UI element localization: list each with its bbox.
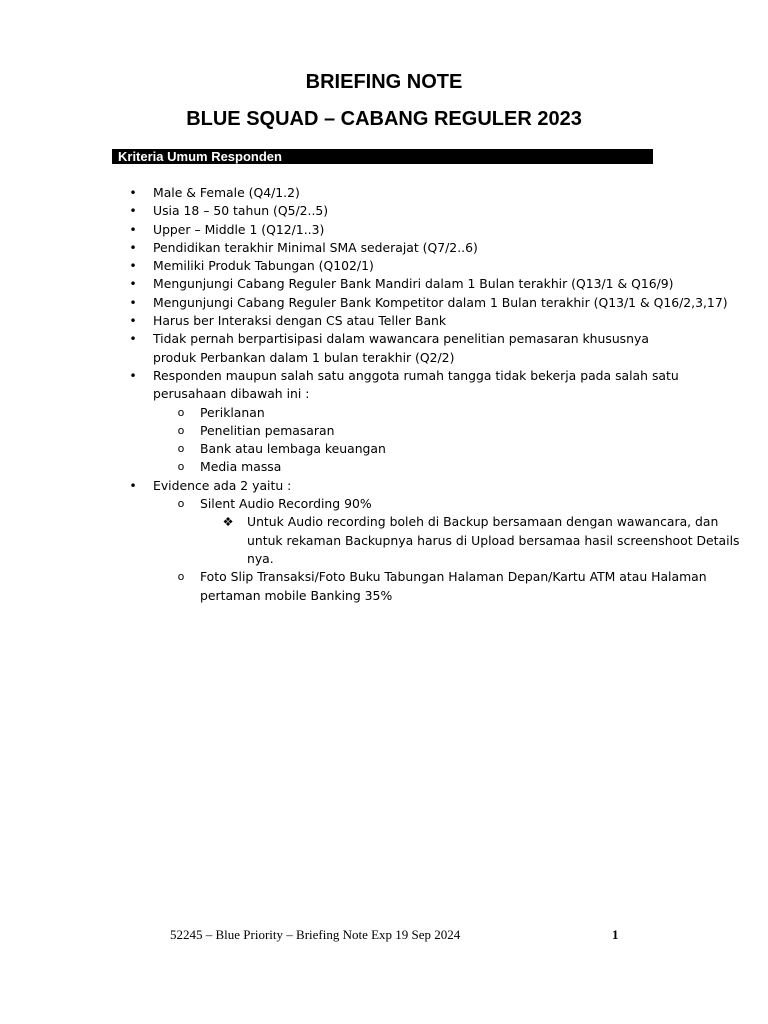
- footer-text: 52245 – Blue Priority – Briefing Note Exp 19 Sep 2024: [170, 927, 461, 942]
- bullet-icon: •: [129, 185, 137, 200]
- list-item: [0, 330, 768, 367]
- list-item-text: Media massa: [200, 459, 282, 475]
- list-item-text: Mengunjungi Cabang Reguler Bank Kompetitor dalam 1 Bulan terakhir (Q13/1 & Q16/2,3,17): [153, 294, 728, 310]
- list-item-text: Upper – Middle 1 (Q12/1..3): [153, 221, 325, 237]
- list-item: [0, 257, 768, 275]
- circle-bullet-icon: o: [177, 442, 185, 456]
- list-item: [0, 184, 768, 202]
- bullet-icon: •: [129, 313, 137, 329]
- list-item: [0, 367, 768, 404]
- list-item-text: Untuk Audio recording boleh di Backup bersamaan dengan wawancara, dan: [247, 514, 719, 530]
- section-heading: Kriteria Umum Responden: [112, 149, 653, 164]
- sub-list-item: [0, 568, 768, 605]
- sub-list-item: [0, 495, 768, 513]
- list-item-text: Periklanan: [200, 404, 265, 420]
- bullet-icon: •: [129, 367, 137, 383]
- list-item-text: Mengunjungi Cabang Reguler Bank Mandiri dalam 1 Bulan terakhir (Q13/1 & Q16/9): [153, 276, 674, 292]
- bullet-icon: •: [129, 294, 137, 310]
- bullet-icon: •: [129, 477, 137, 493]
- list-item-text: Foto Slip Transaksi/Foto Buku Tabungan Halaman Depan/Kartu ATM atau Halaman: [200, 569, 707, 585]
- bullet-icon: •: [129, 239, 137, 255]
- circle-bullet-icon: o: [177, 405, 185, 419]
- list-item-text: Male & Female (Q4/1.2): [153, 185, 300, 200]
- bullet-icon: •: [129, 276, 137, 292]
- list-item-text: Penelitian pemasaran: [200, 422, 335, 438]
- list-item: [0, 275, 768, 293]
- circle-bullet-icon: o: [177, 570, 185, 584]
- list-item-text-continued: untuk rekaman Backupnya harus di Upload bersamaa hasil screenshoot Details: [247, 532, 740, 548]
- list-item: [0, 239, 768, 257]
- list-item: [0, 312, 768, 330]
- bullet-icon: •: [129, 203, 137, 219]
- list-item-text: Pendidikan terakhir Minimal SMA sederajat (Q7/2..6): [153, 239, 478, 255]
- list-item-text-continued: pertaman mobile Banking 35%: [200, 587, 393, 603]
- list-item-text-continued: produk Perbankan dalam 1 bulan terakhir (Q2/2): [153, 349, 455, 365]
- circle-bullet-icon: o: [177, 497, 185, 511]
- list-item-text: Responden maupun salah satu anggota rumah tangga tidak bekerja pada salah satu: [153, 367, 679, 383]
- diamond-bullet-icon: ❖: [222, 514, 234, 530]
- sub-list-item: [0, 458, 768, 476]
- list-item: [0, 221, 768, 239]
- list-item: [0, 202, 768, 220]
- list-item-text: Memiliki Produk Tabungan (Q102/1): [153, 258, 374, 274]
- document-subtitle: BLUE SQUAD – CABANG REGULER 2023: [186, 108, 582, 130]
- bullet-icon: •: [129, 258, 137, 274]
- list-item-text-continued: perusahaan dibawah ini :: [153, 386, 310, 402]
- list-item-text: Evidence ada 2 yaitu :: [153, 477, 292, 493]
- bullet-icon: •: [129, 221, 137, 237]
- sub-list-item: [0, 440, 768, 458]
- list-item: [0, 294, 768, 312]
- list-item-text: Bank atau lembaga keuangan: [200, 441, 386, 457]
- list-item-text-continued: nya.: [247, 550, 274, 566]
- page-number: 1: [612, 927, 619, 942]
- list-item-text: Silent Audio Recording 90%: [200, 496, 372, 512]
- sub-list-item: [0, 404, 768, 422]
- circle-bullet-icon: o: [177, 423, 185, 437]
- list-item-text: Tidak pernah berpartisipasi dalam wawancara penelitian pemasaran khususnya: [153, 331, 649, 347]
- list-item: [0, 477, 768, 495]
- list-item-text: Usia 18 – 50 tahun (Q5/2..5): [153, 203, 329, 219]
- document-title: BRIEFING NOTE: [305, 71, 463, 93]
- circle-bullet-icon: o: [177, 460, 185, 474]
- page-footer: [0, 927, 768, 947]
- criteria-list: [0, 184, 768, 605]
- list-item-text: Harus ber Interaksi dengan CS atau Teller Bank: [153, 313, 447, 329]
- bullet-icon: •: [129, 331, 137, 347]
- sub-list-item: [0, 422, 768, 440]
- sub-sub-list-item: [0, 513, 768, 568]
